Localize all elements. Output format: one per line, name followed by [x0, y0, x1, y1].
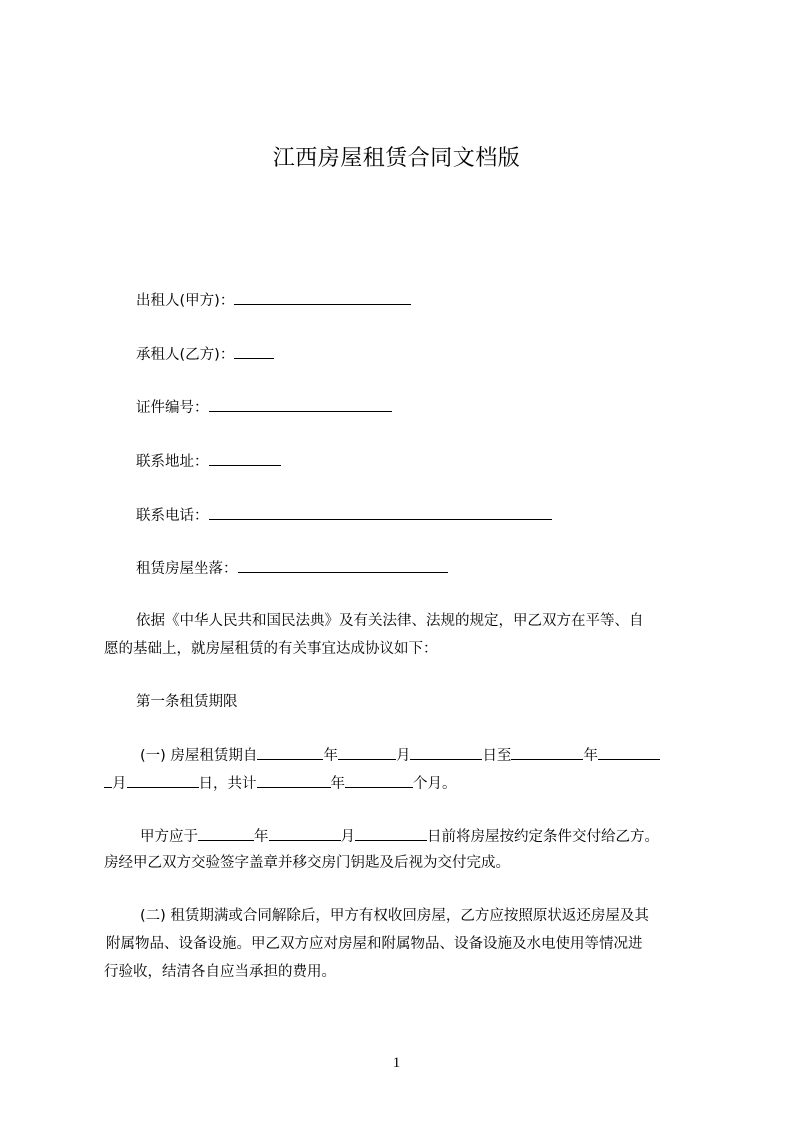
delivery-label: 甲方应于: [140, 829, 198, 845]
item2-line-3: 行验收，结清各自应当承担的费用。: [104, 964, 336, 980]
start-month-blank[interactable]: [338, 744, 396, 760]
item2-line-1: (二) 租赁期满或合同解除后，甲方有权收回房屋，乙方应按照原状返还房屋及其: [140, 908, 649, 924]
article-1-heading: 第一条租赁期限: [136, 694, 238, 710]
lessor-blank[interactable]: [234, 289, 411, 305]
end-month-blank-a[interactable]: [598, 744, 660, 760]
total-years-blank[interactable]: [257, 772, 331, 788]
delivery-day-blank[interactable]: [355, 825, 427, 841]
term-month-2: 月: [112, 776, 127, 792]
lessor-field: [136, 284, 736, 318]
start-year-blank[interactable]: [257, 744, 323, 760]
lessor-label: 出租人(甲方)：: [136, 293, 235, 309]
total-months-blank[interactable]: [345, 772, 413, 788]
term-year-3: 年: [330, 776, 345, 792]
start-day-blank[interactable]: [410, 744, 482, 760]
location-label: 租赁房屋坐落：: [136, 561, 238, 577]
end-month-blank-b[interactable]: [104, 772, 112, 788]
term-year-2: 年: [583, 748, 598, 764]
delivery-year-blank[interactable]: [198, 825, 254, 841]
phone-blank[interactable]: [209, 504, 552, 520]
phone-field: [136, 499, 736, 533]
end-year-blank[interactable]: [511, 744, 583, 760]
document-title: 江西房屋租赁合同文档版: [272, 146, 521, 171]
id-number-field: [136, 391, 736, 425]
item2-line-2: 附属物品、设备设施。甲乙双方应对房屋和附属物品、设备设施及水电使用等情况进: [106, 936, 643, 952]
lessee-label: 承租人(乙方)：: [136, 347, 235, 363]
end-day-blank[interactable]: [127, 772, 199, 788]
preamble-line-1: 依据《中华人民共和国民法典》及有关法律、法规的规定，甲乙双方在平等、自: [136, 613, 644, 629]
delivery-line-2: 房经甲乙双方交验签字盖章并移交房门钥匙及后视为交付完成。: [104, 855, 510, 871]
term-day-total: 日，共计: [198, 776, 257, 792]
address-field: [136, 445, 736, 479]
lessee-blank[interactable]: [234, 343, 274, 359]
term-months: 个月。: [413, 776, 457, 792]
delivery-month: 月: [340, 829, 355, 845]
delivery-month-blank[interactable]: [269, 825, 341, 841]
lessee-field: [136, 338, 736, 372]
address-blank[interactable]: [209, 450, 281, 466]
id-number-blank[interactable]: [209, 396, 392, 412]
delivery-year: 年: [254, 829, 269, 845]
delivery-rest: 日前将房屋按约定条件交付给乙方。: [427, 829, 659, 845]
address-label: 联系地址：: [136, 454, 209, 470]
location-blank[interactable]: [238, 557, 448, 573]
preamble-line-2: 愿的基础上，就房屋租赁的有关事宜达成协议如下：: [104, 641, 438, 657]
term-label: (一) 房屋租赁期自: [140, 748, 258, 764]
location-field: [136, 552, 736, 586]
id-number-label: 证件编号：: [136, 400, 209, 416]
term-month-1: 月: [395, 748, 411, 764]
page-number: 1: [392, 1055, 401, 1071]
term-year-1: 年: [323, 748, 338, 764]
term-day-to: 日至: [482, 748, 512, 764]
term-line-2: [104, 767, 704, 801]
phone-label: 联系电话：: [136, 508, 209, 524]
